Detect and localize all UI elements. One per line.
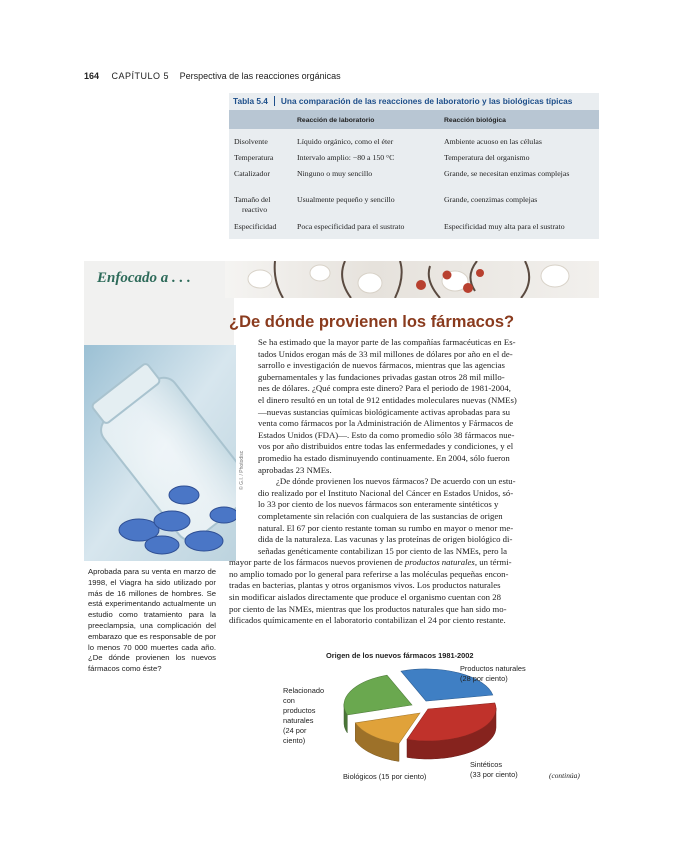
text-line: dio realizado por el Instituto Nacional del Cáncer en Estados Unidos, só-	[258, 487, 514, 498]
paragraph	[229, 337, 599, 476]
text-line: por ciento de las NMEs, mientras que los productos naturales que han sido mo-	[229, 603, 507, 614]
table-cell-lab: Ninguno o muy sencillo	[297, 169, 373, 178]
label-synthetic	[470, 760, 518, 780]
paragraph	[229, 476, 599, 557]
table-cell-bio: Grande, se necesitan enzimas complejas	[444, 169, 570, 178]
text-line: lo 33 por ciento de los nuevos fármacos son enteramente sintéticos y	[258, 499, 499, 510]
table-row-name: Temperatura	[234, 153, 274, 162]
text-line: Se ha estimado que la mayor parte de las compañías farmacéuticas en Es-	[258, 337, 516, 347]
table-cell-lab: Poca especificidad para el sustrato	[297, 222, 405, 231]
continued-note: (continúa)	[549, 771, 580, 780]
label-natural	[460, 664, 526, 684]
table-title: Una comparación de las reacciones de laboratorio y las biológicas típicas	[280, 96, 573, 106]
text-line: ¿De dónde provienen los nuevos fármacos? De acuerdo con un estu-	[276, 476, 516, 487]
text-line: el dinero resultó en un total de 912 entidades moleculares nuevas (NMEs)	[258, 394, 517, 405]
label-related	[283, 686, 324, 746]
label-line: (24 por	[283, 726, 307, 735]
label-line: productos	[283, 706, 316, 715]
label-line: Biológicos (15 por ciento)	[343, 772, 427, 781]
paragraph	[229, 557, 599, 627]
table-header-row	[229, 110, 599, 129]
text-line: nes de dólares. ¿Qué compra este dinero? Para el periodo de 1981-2004,	[258, 383, 511, 394]
text-line: tados Unidos erogan más de 33 mil millones de dólares por año en el de-	[258, 348, 513, 359]
text-line: mayor parte de los fármacos nuevos provienen de productos naturales, un térmi-	[229, 557, 512, 568]
text-line: tradas en bacterias, plantas y otros organismos vivos. Los productos naturales	[229, 580, 501, 591]
table-row-name: Disolvente	[234, 137, 268, 146]
text-line: dida de la naturaleza. Las vacunas y las proteínas de origen biológico di-	[258, 534, 513, 545]
table-cell-bio: Grande, coenzimas complejas	[444, 195, 538, 204]
photo-caption: Aprobada para su venta en marzo de 1998, el Viagra ha sido utilizado por más de 16 millones de hombres. Se está experimentando actualmente un estudio como tratamiento para la preeclampsia, una complicación del embarazo que es responsable de por lo menos 70 000 muertes cada año. ¿De dónde provienen los nuevos fármacos como éste?	[88, 567, 216, 674]
table-col-bio: Reacción biológica	[444, 117, 506, 124]
label-line: Sintéticos	[470, 760, 503, 769]
chapter-label: CAPÍTULO 5	[111, 71, 170, 81]
table-col-lab: Reacción de laboratorio	[297, 117, 375, 124]
text-line: vos por año distribuidos entre todas las enfermedades y condiciones, y el	[258, 441, 514, 452]
label-line: ciento)	[283, 736, 306, 745]
text-line: Estados Unidos (FDA)—. Esto da como promedio sólo 38 fármacos nue-	[258, 429, 515, 440]
slice-related	[344, 675, 412, 715]
label-line: (28 por ciento)	[460, 674, 508, 683]
chart-title: Origen de los nuevos fármacos 1981-2002	[326, 651, 474, 660]
text-line: venta como fármacos por la Administración de Alimentos y Fármacos de	[258, 418, 514, 429]
focus-label: Enfocado a . . .	[97, 270, 191, 286]
label-biological	[343, 772, 426, 782]
text-line: completamente sin relación con cualquiera de las sustancias de origen	[258, 510, 503, 521]
banner-photo	[225, 261, 599, 298]
table-row-name: Catalizador	[234, 169, 270, 178]
viagra-bottle-photo	[84, 345, 236, 561]
text-line: sarrollo e investigación de nuevos fármacos, mientras que las agencias	[258, 360, 505, 371]
photo-credit: © G.I. / Photodisc	[239, 450, 245, 490]
table-row-name: Tamaño del reactivo	[234, 195, 271, 214]
table-cell-bio: Especificidad muy alta para el sustrato	[444, 222, 565, 231]
page-number: 164	[84, 71, 100, 81]
table-cell-bio: Temperatura del organismo	[444, 153, 530, 162]
label-line: con	[283, 696, 295, 705]
text-line: gubernamentales y las fundaciones privadas gastan otros 28 mil millo-	[258, 371, 505, 382]
table-cell-bio: Ambiente acuoso en las células	[444, 137, 542, 146]
text-line: dificados químicamente en el laboratorio contabilizan el 24 por ciento restante.	[229, 615, 506, 626]
chapter-title: Perspectiva de las reacciones orgánicas	[179, 71, 341, 81]
label-line: (33 por ciento)	[470, 770, 518, 779]
article-title: ¿De dónde provienen los fármacos?	[229, 313, 515, 331]
text-line: no amplio tomado por lo general para referirse a las moléculas pequeñas encon-	[229, 568, 509, 579]
table-caption	[229, 96, 599, 106]
text-line: señadas genéticamente contabilizan 15 por ciento de las NMEs, pero la	[258, 545, 508, 556]
table-row-name: Especificidad	[234, 222, 277, 231]
running-header	[84, 71, 341, 81]
label-line: naturales	[283, 716, 314, 725]
text-line: sin modificar aislados directamente que produce el organismo cuentan con 28	[229, 592, 501, 603]
text-line: aprobadas 23 NMEs.	[258, 464, 332, 475]
label-line: Productos naturales	[460, 664, 526, 673]
table-cell-lab: Líquido orgánico, como el éter	[297, 137, 394, 146]
text-line: promedio ha estado disminuyendo continuamente. En 2004, sólo fueron	[258, 452, 510, 463]
label-line: Relacionado	[283, 686, 325, 695]
table-label: Tabla 5.4	[229, 96, 275, 106]
table-cell-lab: Intervalo amplio: −80 a 150 °C	[297, 153, 395, 162]
article-body	[229, 337, 599, 627]
text-line: natural. El 67 por ciento restante toman su rumbo en mayor o menor me-	[258, 522, 514, 533]
text-line: —nuevas sustancias químicas biológicamente activas aprobadas para su	[258, 406, 510, 417]
sidebar-band	[84, 298, 234, 348]
table-cell-lab: Usualmente pequeño y sencillo	[297, 195, 395, 204]
